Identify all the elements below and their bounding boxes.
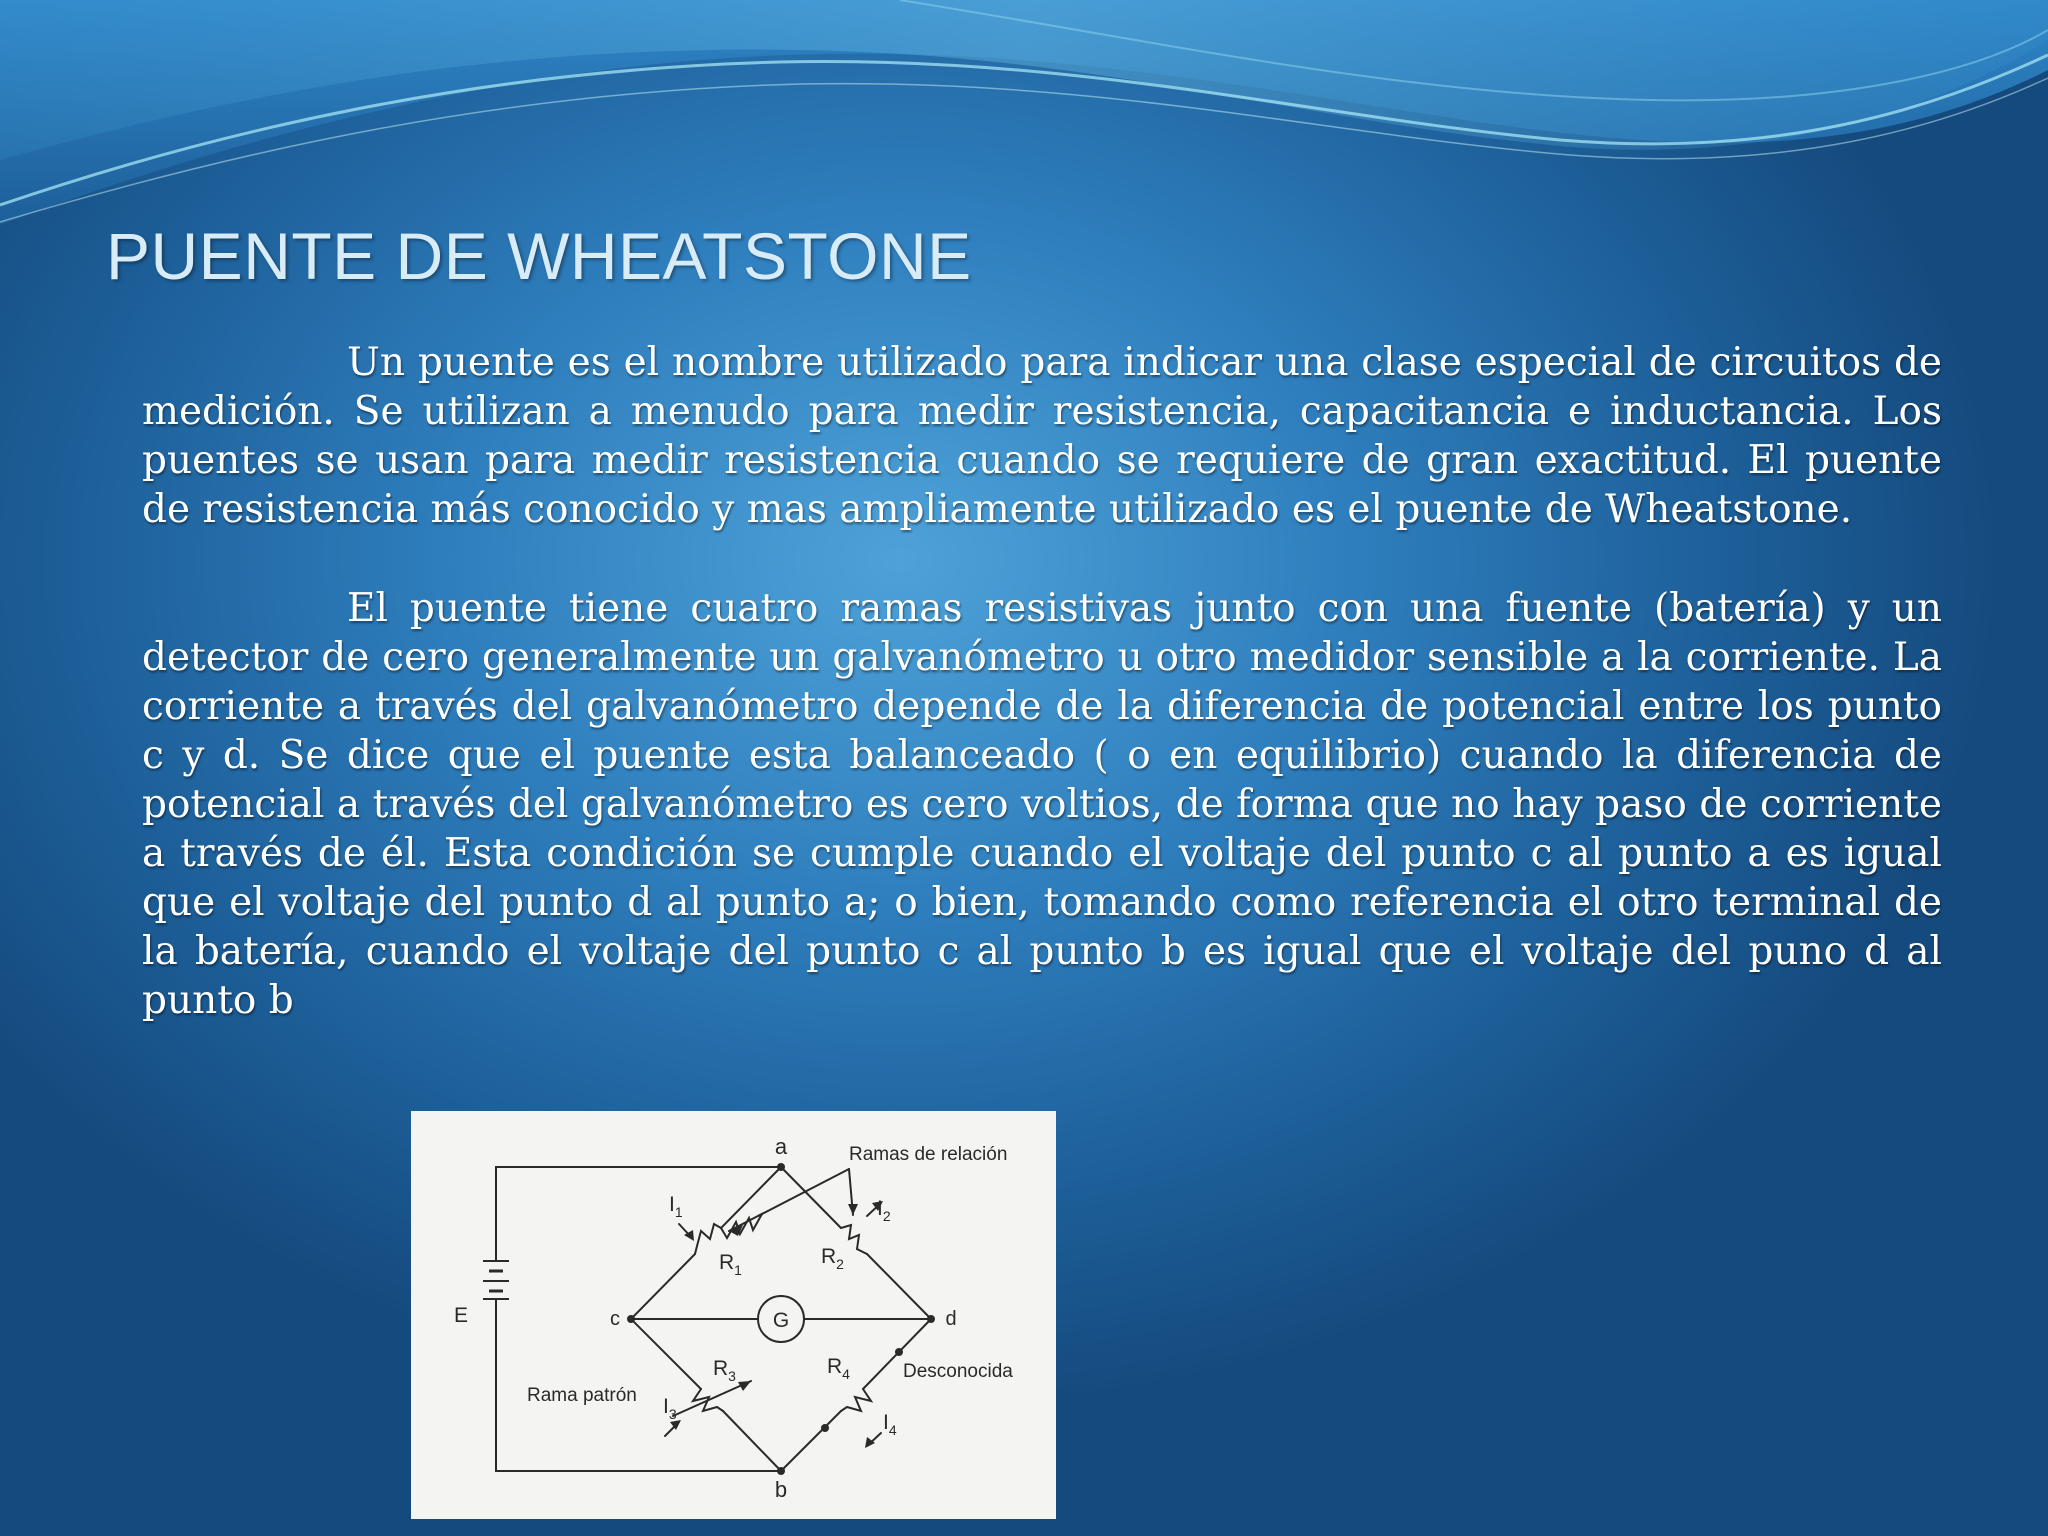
- node-c-label: c: [610, 1308, 620, 1330]
- resistor-r4-zigzag: [841, 1389, 871, 1411]
- r2-arrowhead: [848, 1204, 858, 1215]
- branch-d-b: [781, 1319, 931, 1471]
- branch-c-b: [631, 1319, 781, 1471]
- battery-symbol: [483, 1261, 509, 1299]
- ratio-arms-label: Ramas de relación: [849, 1144, 1008, 1165]
- r3-label: $R_3$: [713, 1357, 736, 1384]
- unknown-terminal-top: [895, 1348, 903, 1356]
- r3-variable-arrow: [673, 1381, 751, 1416]
- resistor-r1-zigzag: [695, 1224, 721, 1254]
- wheatstone-bridge-diagram: [411, 1111, 1056, 1519]
- i1-label: $I_1$: [669, 1193, 683, 1220]
- unknown-arm-label: Desconocida: [903, 1361, 1013, 1382]
- standard-arm-label: Rama patrón: [527, 1385, 637, 1406]
- branch-a-c: [631, 1167, 781, 1319]
- r2-label: $R_2$: [821, 1245, 844, 1272]
- r1-label: $R_1$: [719, 1251, 742, 1278]
- node-b-dot: [777, 1467, 785, 1475]
- i4-label: $I_4$: [883, 1411, 897, 1438]
- node-a-dot: [777, 1163, 785, 1171]
- unknown-terminal-bottom: [821, 1424, 829, 1432]
- source-label: E: [453, 1304, 469, 1327]
- i2-label: $I_2$: [877, 1197, 891, 1224]
- slide-title: PUENTE DE WHEATSTONE: [106, 219, 972, 293]
- resistor-r2-zigzag: [841, 1225, 867, 1254]
- r4-label: $R_4$: [827, 1355, 850, 1382]
- node-b-label: b: [774, 1477, 788, 1502]
- paragraph-bridge-definition: Un puente es el nombre utilizado para indicar una clase especial de circuitos de medición. Se utilizan a menudo para medir resistencia, capacitancia e inductancia. Los puentes se usan para medir resistencia cuando se requiere de gran exactitud. El puente de resistencia más conocido y mas ampliamente utilizado es el puente de Wheatstone.: [142, 340, 1942, 532]
- wire-top: [496, 1167, 781, 1261]
- node-d-label: d: [945, 1308, 957, 1330]
- branch-a-d: [781, 1167, 931, 1319]
- slide-body: [142, 338, 1942, 1025]
- i3-label: $I_3$: [663, 1395, 677, 1422]
- node-a-label: a: [774, 1134, 788, 1159]
- paragraph-bridge-balance: El puente tiene cuatro ramas resistivas junto con una fuente (batería) y un detector de cero generalmente un galvanómetro u otro medidor sensible a la corriente. La corriente a través del galvanómetro depende de la diferencia de potencial entre los punto c y d. Se dice que el puente esta balanceado ( o en equilibrio) cuando la diferencia de potencial a través del galvanómetro es cero voltios, de forma que no hay paso de corriente a través de él. Esta condición se cumple cuando el voltaje del punto c al punto a es igual que el voltaje del punto d al punto a; o bien, tomando como referencia el otro terminal de la batería, cuando el voltaje del punto c al punto b es igual que el voltaje del puno d al punto b: [142, 586, 1942, 1023]
- node-d-dot: [927, 1315, 935, 1323]
- node-c-dot: [627, 1315, 635, 1323]
- ratio-arms-pointer-left: [729, 1169, 849, 1231]
- galvanometer-label: G: [772, 1309, 790, 1332]
